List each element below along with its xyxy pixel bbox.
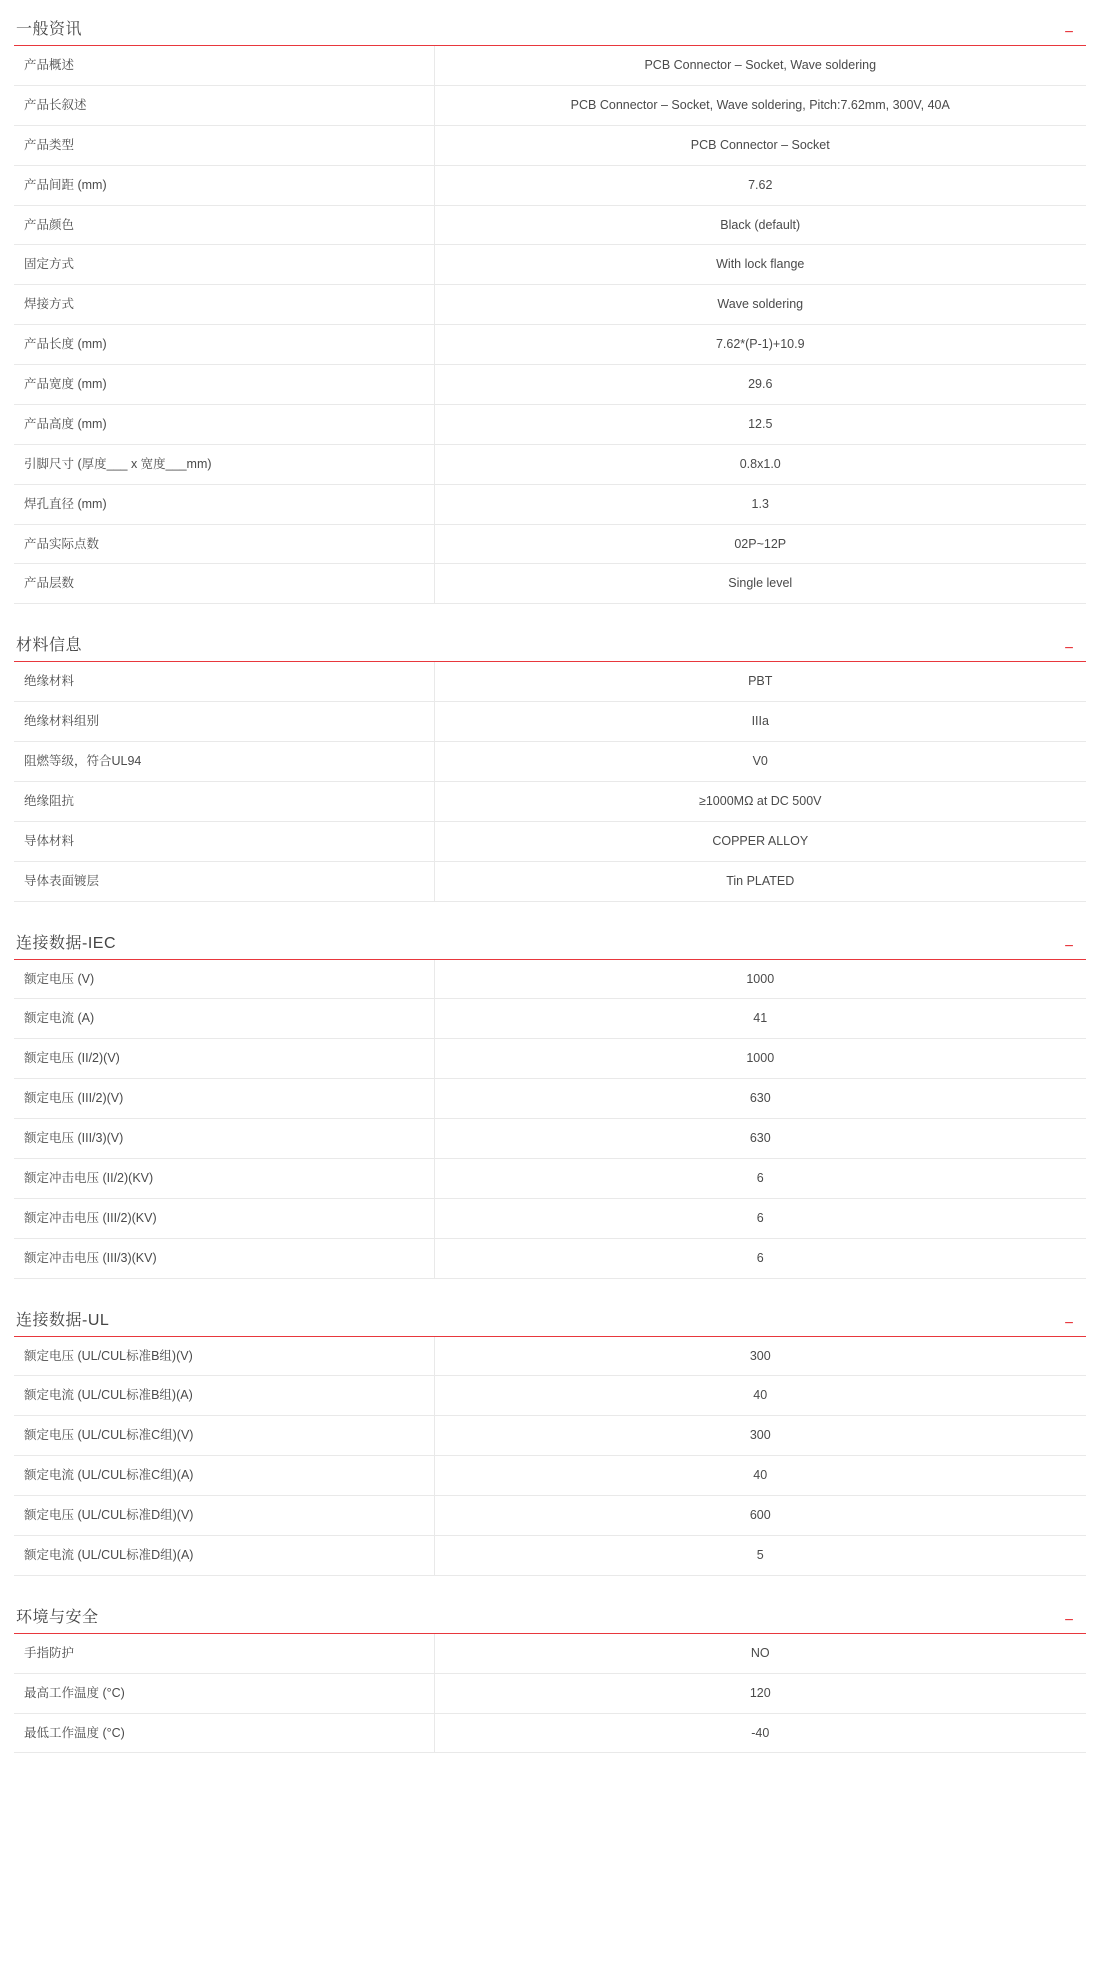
- table-row: [14, 1198, 1086, 1238]
- spec-value: 300: [749, 1348, 771, 1363]
- spec-label: 绝缘阻抗: [14, 781, 434, 821]
- spec-value: 630: [749, 1131, 771, 1145]
- table-row: [14, 1634, 1086, 1673]
- table-row: [14, 1673, 1086, 1713]
- table-row: [14, 1416, 1086, 1456]
- spec-value: 41: [753, 1011, 768, 1026]
- spec-label: 导体表面镀层: [14, 861, 434, 901]
- section-title: 一般资讯: [16, 21, 83, 38]
- spec-value: 600: [749, 1508, 771, 1522]
- table-row: [14, 1337, 1086, 1376]
- spec-label: 焊孔直径 (mm): [14, 484, 434, 524]
- spec-table-material-information: [14, 662, 1086, 901]
- spec-label: 产品实际点数: [14, 524, 434, 564]
- section-environment-and-safety: [14, 1594, 1086, 1754]
- table-row: [14, 702, 1086, 742]
- section-header-connection-data-ul: [14, 1297, 1086, 1337]
- table-row: [14, 524, 1086, 564]
- section-header-general-information: [14, 6, 1086, 46]
- table-row: [14, 165, 1086, 205]
- table-row: [14, 285, 1086, 325]
- table-row: [14, 444, 1086, 484]
- spec-value: PCB Connector – Socket, Wave soldering: [644, 58, 877, 72]
- spec-value: COPPER ALLOY: [712, 833, 809, 848]
- spec-label: 最高工作温度 (°C): [14, 1673, 434, 1713]
- table-row: [14, 404, 1086, 444]
- spec-value: 5: [756, 1547, 764, 1562]
- spec-label: 焊接方式: [14, 285, 434, 325]
- collapse-minus-icon[interactable]: −: [1064, 24, 1074, 41]
- spec-label: 额定电压 (UL/CUL标准C组)(V): [14, 1416, 434, 1456]
- table-row: [14, 1158, 1086, 1198]
- spec-label: 产品颜色: [14, 205, 434, 245]
- spec-value: NO: [750, 1645, 770, 1660]
- section-title: 环境与安全: [16, 1608, 99, 1626]
- spec-label: 产品类型: [14, 125, 434, 165]
- spec-label: 额定冲击电压 (III/2)(KV): [14, 1198, 434, 1238]
- spec-value: 02P~12P: [734, 536, 787, 551]
- section-connection-data-ul: [14, 1297, 1086, 1576]
- spec-value: ≥1000MΩ at DC 500V: [698, 793, 822, 808]
- spec-value: 40: [753, 1388, 768, 1403]
- spec-value: 29.6: [748, 377, 773, 391]
- table-row: [14, 564, 1086, 604]
- spec-label: 额定电流 (UL/CUL标准B组)(A): [14, 1376, 434, 1416]
- spec-table-connection-data-iec: [14, 960, 1086, 1279]
- spec-value: Single level: [728, 576, 793, 591]
- section-header-environment-and-safety: [14, 1594, 1086, 1634]
- table-row: [14, 999, 1086, 1039]
- spec-label: 额定电流 (UL/CUL标准D组)(A): [14, 1535, 434, 1575]
- spec-label: 额定冲击电压 (III/3)(KV): [14, 1238, 434, 1278]
- spec-label: 额定电压 (III/3)(V): [14, 1119, 434, 1159]
- section-title: 连接数据-UL: [16, 1311, 110, 1329]
- section-header-material-information: [14, 622, 1086, 662]
- collapse-minus-icon[interactable]: −: [1064, 937, 1074, 955]
- spec-label: 额定电压 (II/2)(V): [14, 1039, 434, 1079]
- spec-label: 导体材料: [14, 821, 434, 861]
- table-row: [14, 1119, 1086, 1159]
- spec-value: Black (default): [720, 217, 801, 232]
- spec-value: PCB Connector – Socket: [690, 137, 830, 152]
- spec-value: PBT: [748, 674, 773, 689]
- spec-value: 12.5: [748, 416, 773, 431]
- table-row: [14, 1496, 1086, 1536]
- table-row: [14, 1535, 1086, 1575]
- table-row: [14, 1376, 1086, 1416]
- spec-label: 产品间距 (mm): [14, 165, 434, 205]
- table-row: [14, 1238, 1086, 1278]
- section-material-information: [14, 622, 1086, 901]
- table-row: [14, 85, 1086, 125]
- section-title: 材料信息: [16, 637, 83, 655]
- spec-label: 产品长度 (mm): [14, 325, 434, 365]
- spec-label: 阻燃等级，符合UL94: [14, 742, 434, 782]
- spec-label: 绝缘材料组别: [14, 702, 434, 742]
- spec-label: 额定电压 (UL/CUL标准D组)(V): [14, 1496, 434, 1536]
- table-row: [14, 662, 1086, 701]
- spec-label: 绝缘材料: [14, 662, 434, 701]
- spec-label: 额定冲击电压 (II/2)(KV): [14, 1158, 434, 1198]
- spec-value: V0: [752, 754, 768, 768]
- collapse-minus-icon[interactable]: −: [1064, 640, 1074, 658]
- spec-label: 固定方式: [14, 245, 434, 285]
- spec-value: 6: [756, 1250, 764, 1265]
- spec-value: 40: [753, 1468, 768, 1483]
- table-row: [14, 205, 1086, 245]
- spec-value: PCB Connector – Socket, Wave soldering, Pitch:7.62mm, 300V, 40A: [570, 97, 950, 112]
- section-title: 连接数据-IEC: [16, 934, 117, 952]
- collapse-minus-icon[interactable]: −: [1064, 1314, 1074, 1332]
- spec-value: 300: [749, 1428, 771, 1443]
- table-row: [14, 325, 1086, 365]
- spec-label: 手指防护: [14, 1634, 434, 1673]
- table-row: [14, 484, 1086, 524]
- table-row: [14, 1079, 1086, 1119]
- spec-value: Tin PLATED: [726, 873, 795, 888]
- spec-label: 产品概述: [14, 46, 434, 85]
- sections-container: [14, 6, 1086, 1753]
- spec-label: 产品高度 (mm): [14, 404, 434, 444]
- spec-value: With lock flange: [716, 257, 805, 272]
- section-connection-data-iec: [14, 920, 1086, 1279]
- collapse-minus-icon[interactable]: −: [1064, 1611, 1074, 1629]
- spec-label: 产品宽度 (mm): [14, 365, 434, 405]
- spec-value: 6: [756, 1170, 764, 1185]
- spec-label: 额定电流 (UL/CUL标准C组)(A): [14, 1456, 434, 1496]
- table-row: [14, 821, 1086, 861]
- section-header-connection-data-iec: [14, 920, 1086, 960]
- spec-table-general-information: [14, 46, 1086, 604]
- table-row: [14, 781, 1086, 821]
- spec-value: 1000: [746, 1051, 775, 1066]
- spec-label: 产品长叙述: [14, 85, 434, 125]
- table-row: [14, 742, 1086, 782]
- table-row: [14, 1456, 1086, 1496]
- spec-value: 1000: [746, 971, 775, 986]
- spec-value: 6: [756, 1210, 764, 1225]
- table-row: [14, 960, 1086, 999]
- spec-value: 7.62: [748, 177, 773, 192]
- spec-table-environment-and-safety: [14, 1634, 1086, 1754]
- spec-label: 额定电流 (A): [14, 999, 434, 1039]
- spec-value: Wave soldering: [717, 297, 804, 312]
- spec-label: 额定电压 (UL/CUL标准B组)(V): [14, 1337, 434, 1376]
- spec-label: 产品层数: [14, 564, 434, 604]
- spec-value: 1.3: [751, 496, 769, 511]
- spec-value: IIIa: [751, 714, 769, 729]
- table-row: [14, 245, 1086, 285]
- spec-value: 120: [749, 1685, 771, 1700]
- spec-label: 额定电压 (V): [14, 960, 434, 999]
- table-row: [14, 365, 1086, 405]
- spec-value: 630: [749, 1091, 771, 1106]
- spec-value: -40: [751, 1725, 770, 1740]
- table-row: [14, 46, 1086, 85]
- spec-table-connection-data-ul: [14, 1337, 1086, 1576]
- section-general-information: [14, 6, 1086, 604]
- spec-label: 引脚尺寸 (厚度___ x 宽度___mm): [14, 444, 434, 484]
- spec-label: 额定电压 (III/2)(V): [14, 1079, 434, 1119]
- table-row: [14, 1713, 1086, 1753]
- spec-label: 最低工作温度 (°C): [14, 1713, 434, 1753]
- table-row: [14, 861, 1086, 901]
- table-row: [14, 125, 1086, 165]
- spec-value: 7.62*(P-1)+10.9: [715, 337, 805, 352]
- spec-value: 0.8x1.0: [739, 456, 781, 471]
- table-row: [14, 1039, 1086, 1079]
